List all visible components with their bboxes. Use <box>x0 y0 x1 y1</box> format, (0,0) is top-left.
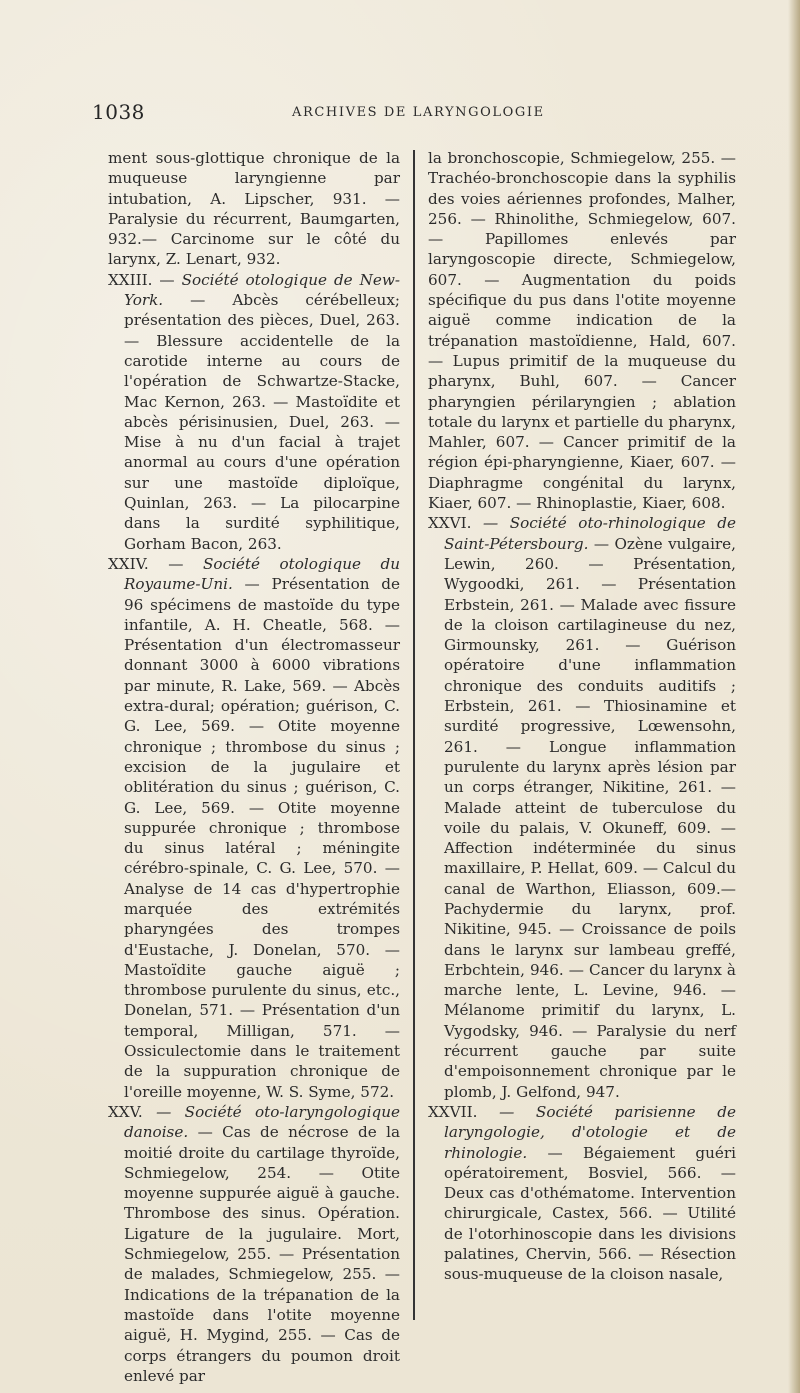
page-number: 1038 <box>92 100 145 124</box>
entry-xxvii <box>428 1102 736 1285</box>
right-column <box>428 148 736 1285</box>
page-edge-shadow <box>788 0 800 1393</box>
entry-text: — Présentation de 96 spécimens de mastoïde du type infantile, A. H. Cheatle, 568. — Présentation d'un électromasseur donnant 3000 à 6000 vibrations par minute, R. Lake, 569. — Abcès extra-dural; opération; guérison, C. G. Lee, 569. — Otite moyenne chronique ; thrombose du sinus ; excision de la jugulaire et oblitération du sinus ; guérison, C. G. Lee, 569. — Otite moyenne suppurée chronique ; thrombose du sinus latéral ; méningite cérébro-spinale, C. G. Lee, 570. — Analyse de 14 cas d'hypertrophie marquée des extrémités pharyngées des trompes d'Eustache, J. Donelan, 570. — Mastoïdite gauche aiguë ; thrombose purulente du sinus, etc., Donelan, 571. — Présentation d'un temporal, Milligan, 571. — Ossiculectomie dans le traitement de la suppuration chronique de l'oreille moyenne, W. S. Syme, 572. <box>124 575 400 1101</box>
entry-text: — Ozène vulgaire, Lewin, 260. — Présentation, Wygoodki, 261. — Présentation Erbstein, 261. — Malade avec fissure de la cloison cartilagineuse du nez, Girmounsky, 261. — Guérison opératoire d'une inflammation chronique des conduits auditifs ; Erbstein, 261. — Thiosinamine et surdité progressive, Lœwensohn, 261. — Longue inflammation purulente du larynx après lésion par un corps étranger, Nikitine, 261. — Malade atteint de tuberculose du voile du palais, V. Okuneff, 609. — Affection indéterminée du sinus maxillaire, P. Hellat, 609. — Calcul du canal de Warthon, Eliasson, 609.— Pachydermie du larynx, prof. Nikitine, 945. — Croissance de poils dans le larynx sur lambeau greffé, Erbchtein, 946. — Cancer du larynx à marche lente, L. Levine, 946. — Mélanome primitif du larynx, L. Vygodsky, 946. — Paralysie du nerf récurrent gauche par suite d'empoisonnement chronique par le plomb, J. Gelfond, 947. <box>444 534 737 1101</box>
right-continuation-paragraph: la bronchoscopie, Schmiegelow, 255. — Trachéo-bronchoscopie dans la syphilis des voies aériennes profondes, Malher, 256. — Rhinolithe, Schmiegelow, 607. — Papillomes enlevés par laryngoscopie directe, Schmiegelow, 607. — Augmentation du poids spécifique du pus dans l'otite moyenne aiguë comme indication de la trépanation mastoïdienne, Hald, 607. — Lupus primitif de la muqueuse du pharynx, Buhl, 607. — Cancer pharyngien périlaryngien ; ablation totale du larynx et partielle du pharynx, Mahler, 607. — Cancer primitif de la région épi-pharyngienne, Kiaer, 607. — Diaphragme congénital du larynx, Kiaer, 607. — Rhinoplastie, Kiaer, 608. <box>428 149 736 513</box>
society-name: Société otologique du Royaume-Uni. <box>124 554 401 594</box>
left-column <box>108 148 400 1386</box>
entry-number: XXVII. <box>428 1102 478 1121</box>
society-name: — Société oto-rhinologique de Saint-Pétersbourg. <box>444 514 737 553</box>
entry-xxiii: XXIII. — Société otologique de New-York. — Abcès cérébelleux; présentation des pièces, Duel, 263. — Blessure accidentelle de la carotide interne au cours de l'opération de Schwartze-Stacke, Mac Kernon, 263. — Mastoïdite et abcès périsinusien, Duel, 263. — Mise à nu d'un facial à trajet anormal au cours d'une opération sur une mastoïde diploïque, Quinlan, 263. — La pilocarpine dans la surdité syphilitique, Gorham Bacon, 263. <box>108 270 401 553</box>
entry-xxv <box>108 1102 400 1386</box>
entry-xxvi <box>428 513 736 1102</box>
entry-text: — Cas de nécrose de la moitié droite du cartilage thyroïde, Schmiegelow, 254. — Otite moyenne suppurée aiguë à gauche. Thrombose des sinus. Opération. Ligature de la jugulaire. Mort, Schmiegelow, 255. — Présentation de malades, Schmiegelow, 255. — Indications de la trépanation de la mastoïde dans l'otite moyenne aiguë, H. Mygind, 255. — Cas de corps étrangers du poumon droit enlevé par <box>124 1123 401 1385</box>
entry-number: XXV. <box>108 1102 143 1121</box>
entry-number: XXIII. <box>108 270 153 289</box>
column-divider <box>413 150 415 1320</box>
entry-xxiv: XXIV. — Société otologique du Royaume-Uni. — Présentation de 96 spécimens de mastoïde du type infantile, A. H. Cheatle, 568. — Présentation d'un électromasseur donnant 3000 à 6000 vibrations par minute, R. Lake, 569. — Abcès extra-dural; opération; guérison, C. G. Lee, 569. — Otite moyenne chronique ; thrombose du sinus ; excision de la jugulaire et oblitération du sinus ; guérison, C. G. Lee, 569. — Otite moyenne suppurée chronique ; thrombose du sinus latéral ; méningite cérébro-spinale, C. G. Lee, 570. — Analyse de 14 cas d'hypertrophie marquée des extrémités pharyngées des trompes d'Eustache, J. Donelan, 570. — Mastoïdite gauche aiguë ; thrombose purulente du sinus, etc., Donelan, 571. — Présentation d'un temporal, Milligan, 571. — Ossiculectomie dans le traitement de la suppuration chronique de l'oreille moyenne, W. S. Syme, 572. <box>108 554 401 1101</box>
running-title: ARCHIVES DE LARYNGOLOGIE <box>292 105 545 120</box>
entry-number: XXIV. <box>108 554 149 573</box>
society-name: — Société oto-laryngologique danoise. <box>124 1102 401 1142</box>
page-header <box>92 100 720 130</box>
left-continuation-paragraph: ment sous-glottique chronique de la muqueuse laryngienne par intubation, A. Lipscher, 931. — Paralysie du récurrent, Baumgarten, 932.— Carcinome sur le côté du larynx, Z. Lenart, 932. <box>108 149 400 269</box>
entry-number: XXVI. <box>428 514 472 533</box>
entry-text: — Abcès cérébelleux; présentation des pièces, Duel, 263. — Blessure accidentelle de la carotide interne au cours de l'opération de Schwartze-Stacke, Mac Kernon, 263. — Mastoïdite et abcès périsinusien, Duel, 263. — Mise à nu d'un facial à trajet anormal au cours d'une opération sur une mastoïde diploïque, Quinlan, 263. — La pilocarpine dans la surdité syphilitique, Gorham Bacon, 263. <box>124 291 400 553</box>
entry-text: — Bégaiement guéri opératoirement, Bosviel, 566. — Deux cas d'othématome. Intervention chirurgicale, Castex, 566. — Utilité de l'otorhinoscopie dans les divisions palatines, Chervin, 566. — Résection sous-muqueuse de la cloison nasale, <box>444 1143 737 1284</box>
society-name: — Société parisienne de laryngologie, d'otologie et de rhinologie. <box>444 1102 736 1162</box>
society-name: Société otologique de New-York. <box>124 270 401 310</box>
